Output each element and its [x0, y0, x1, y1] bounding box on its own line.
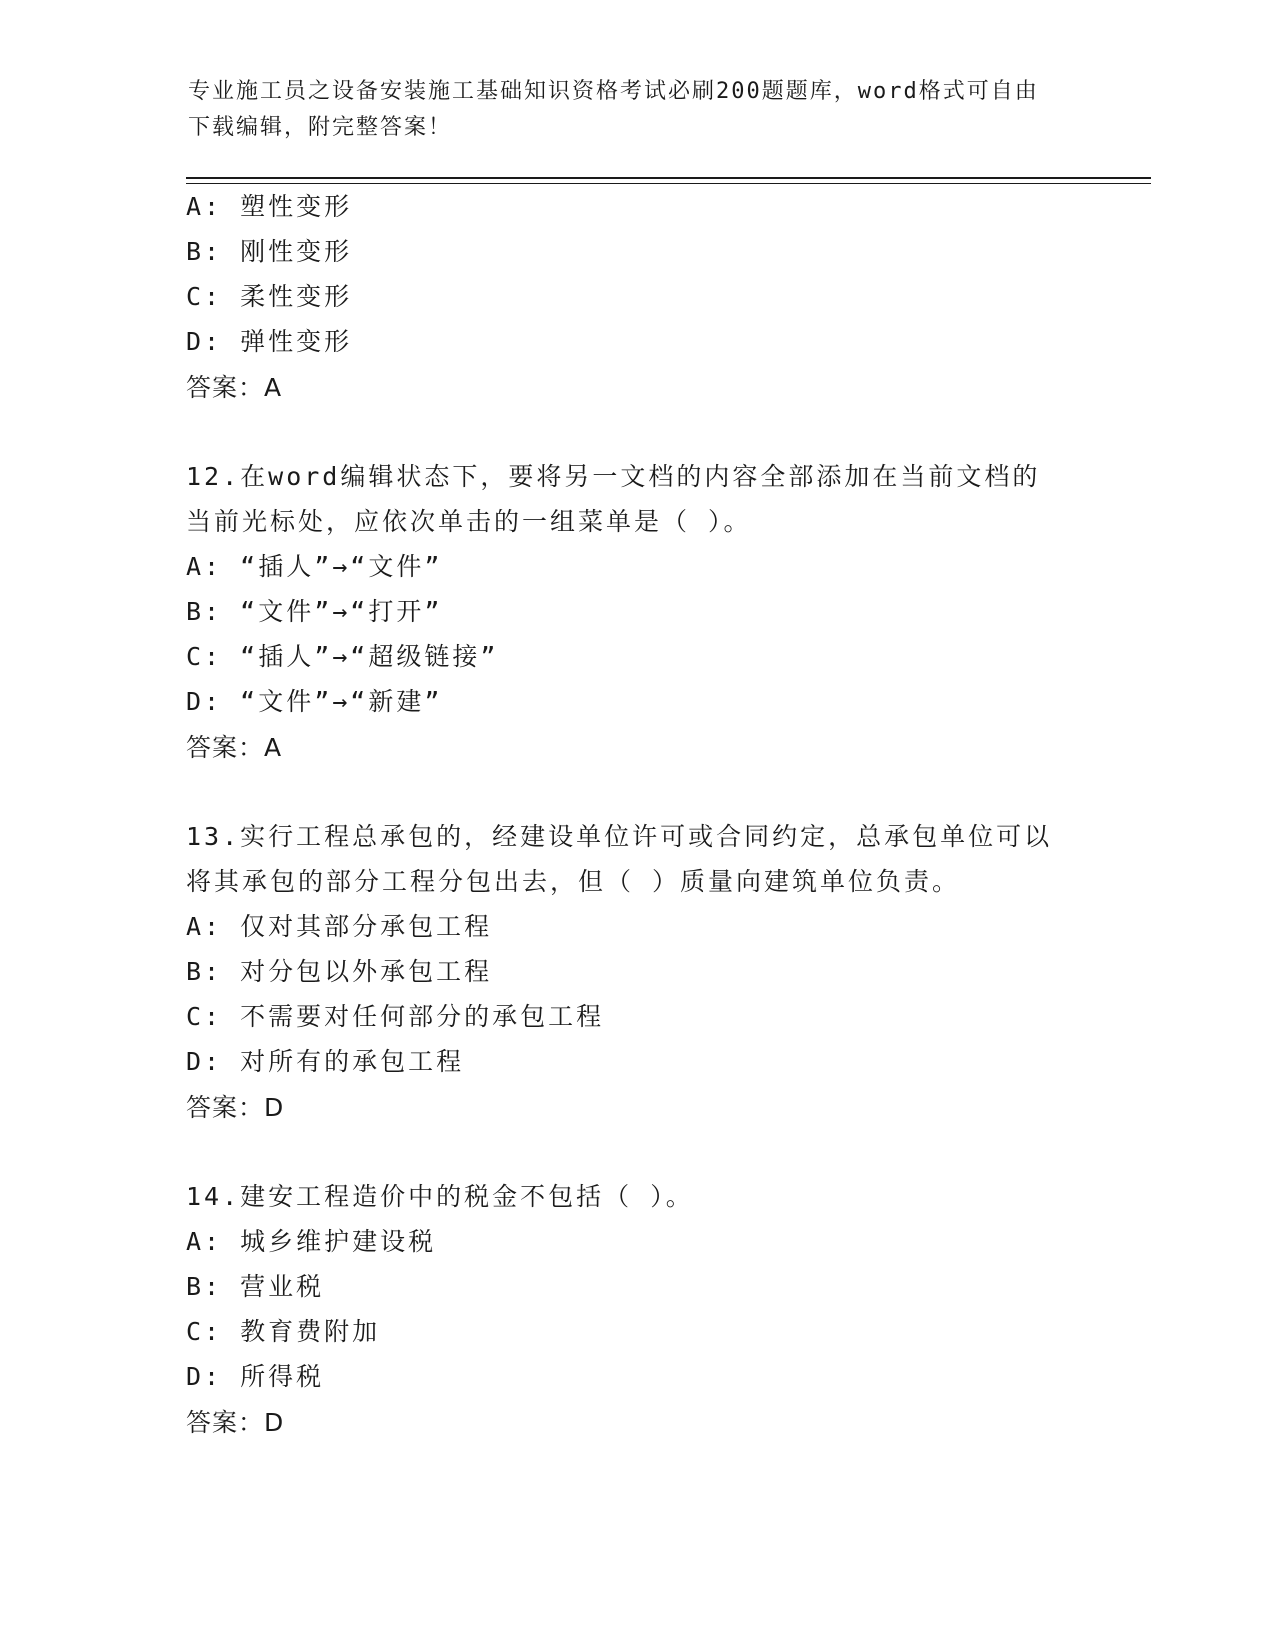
header-line-1: 专业施工员之设备安装施工基础知识资格考试必刷200题题库，word格式可自由	[188, 79, 1039, 104]
header-divider-thin	[186, 183, 1151, 184]
q13-option-d: D: 对所有的承包工程	[186, 1047, 465, 1076]
q14-answer: 答案：D	[186, 1408, 285, 1437]
q11-option-a: A: 塑性变形	[186, 192, 353, 221]
q12-option-d: D: “文件”→“新建”	[186, 687, 443, 716]
q14-option-a: A: 城乡维护建设税	[186, 1227, 437, 1256]
q11-option-d: D: 弹性变形	[186, 327, 353, 356]
q11-option-b: B: 刚性变形	[186, 237, 353, 266]
q11-option-c: C: 柔性变形	[186, 282, 353, 311]
q12-question-line-1: 12.在word编辑状态下，要将另一文档的内容全部添加在当前文档的	[186, 462, 1041, 491]
q12-option-b: B: “文件”→“打开”	[186, 597, 443, 626]
header-line-2: 下载编辑，附完整答案！	[188, 115, 453, 140]
q12-question-line-2: 当前光标处，应依次单击的一组菜单是（ ）。	[186, 507, 752, 536]
q13-question-line-1: 13.实行工程总承包的，经建设单位许可或合同约定，总承包单位可以	[186, 822, 1053, 851]
q14-option-c: C: 教育费附加	[186, 1317, 381, 1346]
q13-answer: 答案：D	[186, 1093, 285, 1122]
q12-option-c: C: “插人”→“超级链接”	[186, 642, 499, 671]
q14-question-line-1: 14.建安工程造价中的税金不包括（ ）。	[186, 1182, 694, 1211]
q14-option-b: B: 营业税	[186, 1272, 325, 1301]
document-header	[188, 74, 1088, 146]
q13-option-b: B: 对分包以外承包工程	[186, 957, 493, 986]
q12-option-a: A: “插人”→“文件”	[186, 552, 443, 581]
q13-option-c: C: 不需要对任何部分的承包工程	[186, 1002, 605, 1031]
q14-option-d: D: 所得税	[186, 1362, 325, 1391]
q11-answer: 答案：A	[186, 373, 283, 402]
q12-answer: 答案：A	[186, 733, 283, 762]
q13-option-a: A: 仅对其部分承包工程	[186, 912, 493, 941]
header-divider	[186, 177, 1151, 179]
q13-question-line-2: 将其承包的部分工程分包出去，但（ ）质量向建筑单位负责。	[186, 867, 961, 896]
